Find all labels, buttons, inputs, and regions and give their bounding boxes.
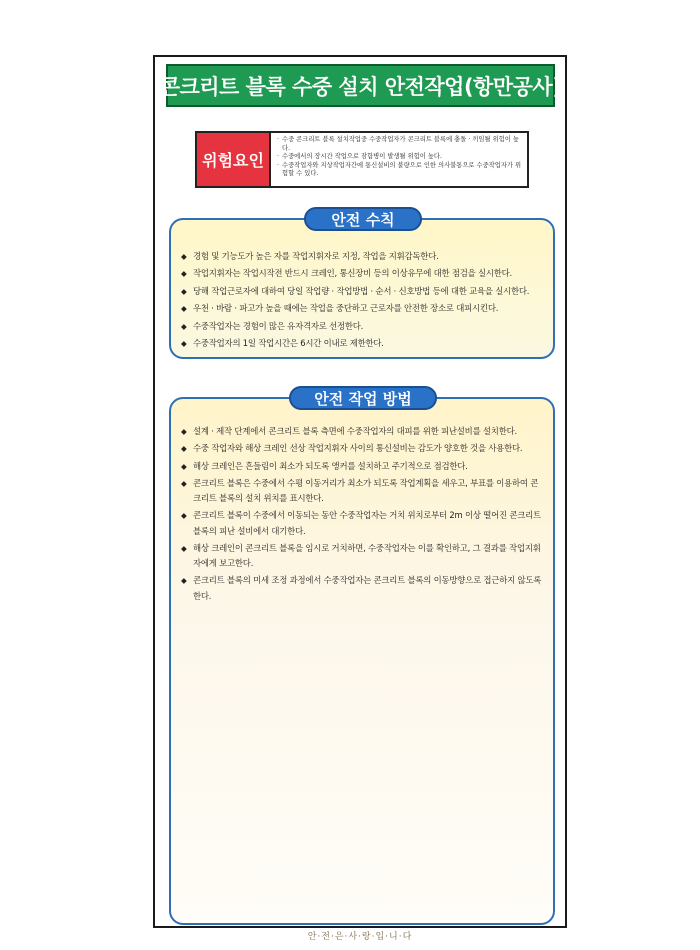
- method-item: ◆ 해상 크레인은 흔들림이 최소가 되도록 앵커를 설치하고 주기적으로 점검한다.: [181, 459, 545, 474]
- hazard-box: [195, 131, 529, 188]
- rule-item: ◆ 당해 작업근로자에 대하여 당일 작업량 · 작업방법 · 순서 · 신호방법 등에 대한 교육을 실시한다.: [181, 283, 545, 300]
- poster-title: 콘크리트 블록 수중 설치 안전작업(항만공사): [166, 64, 555, 107]
- rule-item: ◆ 수중작업자는 경험이 많은 유자격자로 선정한다.: [181, 318, 545, 335]
- method-item: ◆ 콘크리트 블록이 수중에서 이동되는 동안 수중작업자는 거치 위치로부터 2m 이상 떨어진 콘크리트 블록의 피난 설비에서 대기한다.: [181, 508, 545, 538]
- method-item: ◆ 수중 작업자와 해상 크레인 선상 작업지휘자 사이의 통신설비는 감도가 양호한 것을 사용한다.: [181, 441, 545, 456]
- method-item: ◆ 콘크리트 블록의 미세 조정 과정에서 수중작업자는 콘크리트 블록의 이동방향으로 접근하지 않도록 한다.: [181, 573, 545, 603]
- hazard-item: · 수중 콘크리트 블록 설치작업중 수중작업자가 콘크리트 블록에 충돌 · 끼임될 위험이 높다.: [277, 136, 523, 153]
- rule-item: ◆ 작업지휘자는 작업시작전 반드시 크레인, 통신장비 등의 이상유무에 대한 점검을 실시한다.: [181, 265, 545, 282]
- rule-item: ◆ 우천 · 바람 · 파고가 높을 때에는 작업을 중단하고 근로자를 안전한 장소로 대피시킨다.: [181, 300, 545, 317]
- safety-rules-heading: 안전 수칙: [304, 207, 422, 231]
- method-item: ◆ 설계 · 제작 단계에서 콘크리트 블록 측면에 수중작업자의 대피를 위한 피난설비를 설치한다.: [181, 424, 545, 439]
- safety-rules-list: [181, 248, 545, 352]
- rule-item: ◆ 경험 및 기능도가 높은 자를 작업지휘자로 지정, 작업을 지휘감독한다.: [181, 248, 545, 265]
- safety-rules-panel: [169, 210, 555, 359]
- method-item: ◆ 해상 크레인이 콘크리트 블록을 임시로 거치하면, 수중작업자는 이를 확인하고, 그 결과를 작업지휘자에게 보고한다.: [181, 541, 545, 571]
- hazard-list: [271, 133, 527, 186]
- hazard-item: · 수중작업자와 지상작업자간에 통신설비의 불량으로 인한 의사불통으로 수중작업자가 위험할 수 있다.: [277, 162, 523, 179]
- safe-work-methods-list: [181, 424, 545, 606]
- safety-poster: [153, 55, 567, 942]
- footer-slogan: 안·전·은·사·랑·입·니·다: [307, 932, 413, 942]
- hazard-label: 위험요인: [197, 133, 271, 186]
- rule-item: ◆ 수중작업자의 1일 작업시간은 6시간 이내로 제한한다.: [181, 335, 545, 352]
- hazard-item: · 수중에서의 장시간 작업으로 잠함병이 발생될 위험이 높다.: [277, 153, 523, 162]
- safe-work-methods-panel: [169, 389, 555, 925]
- safe-work-methods-heading: 안전 작업 방법: [289, 386, 437, 410]
- method-item: ◆ 콘크리트 블록은 수중에서 수평 이동거리가 최소가 되도록 작업계획을 세우고, 부표를 이용하여 콘크리트 블록의 설치 위치를 표시한다.: [181, 476, 545, 506]
